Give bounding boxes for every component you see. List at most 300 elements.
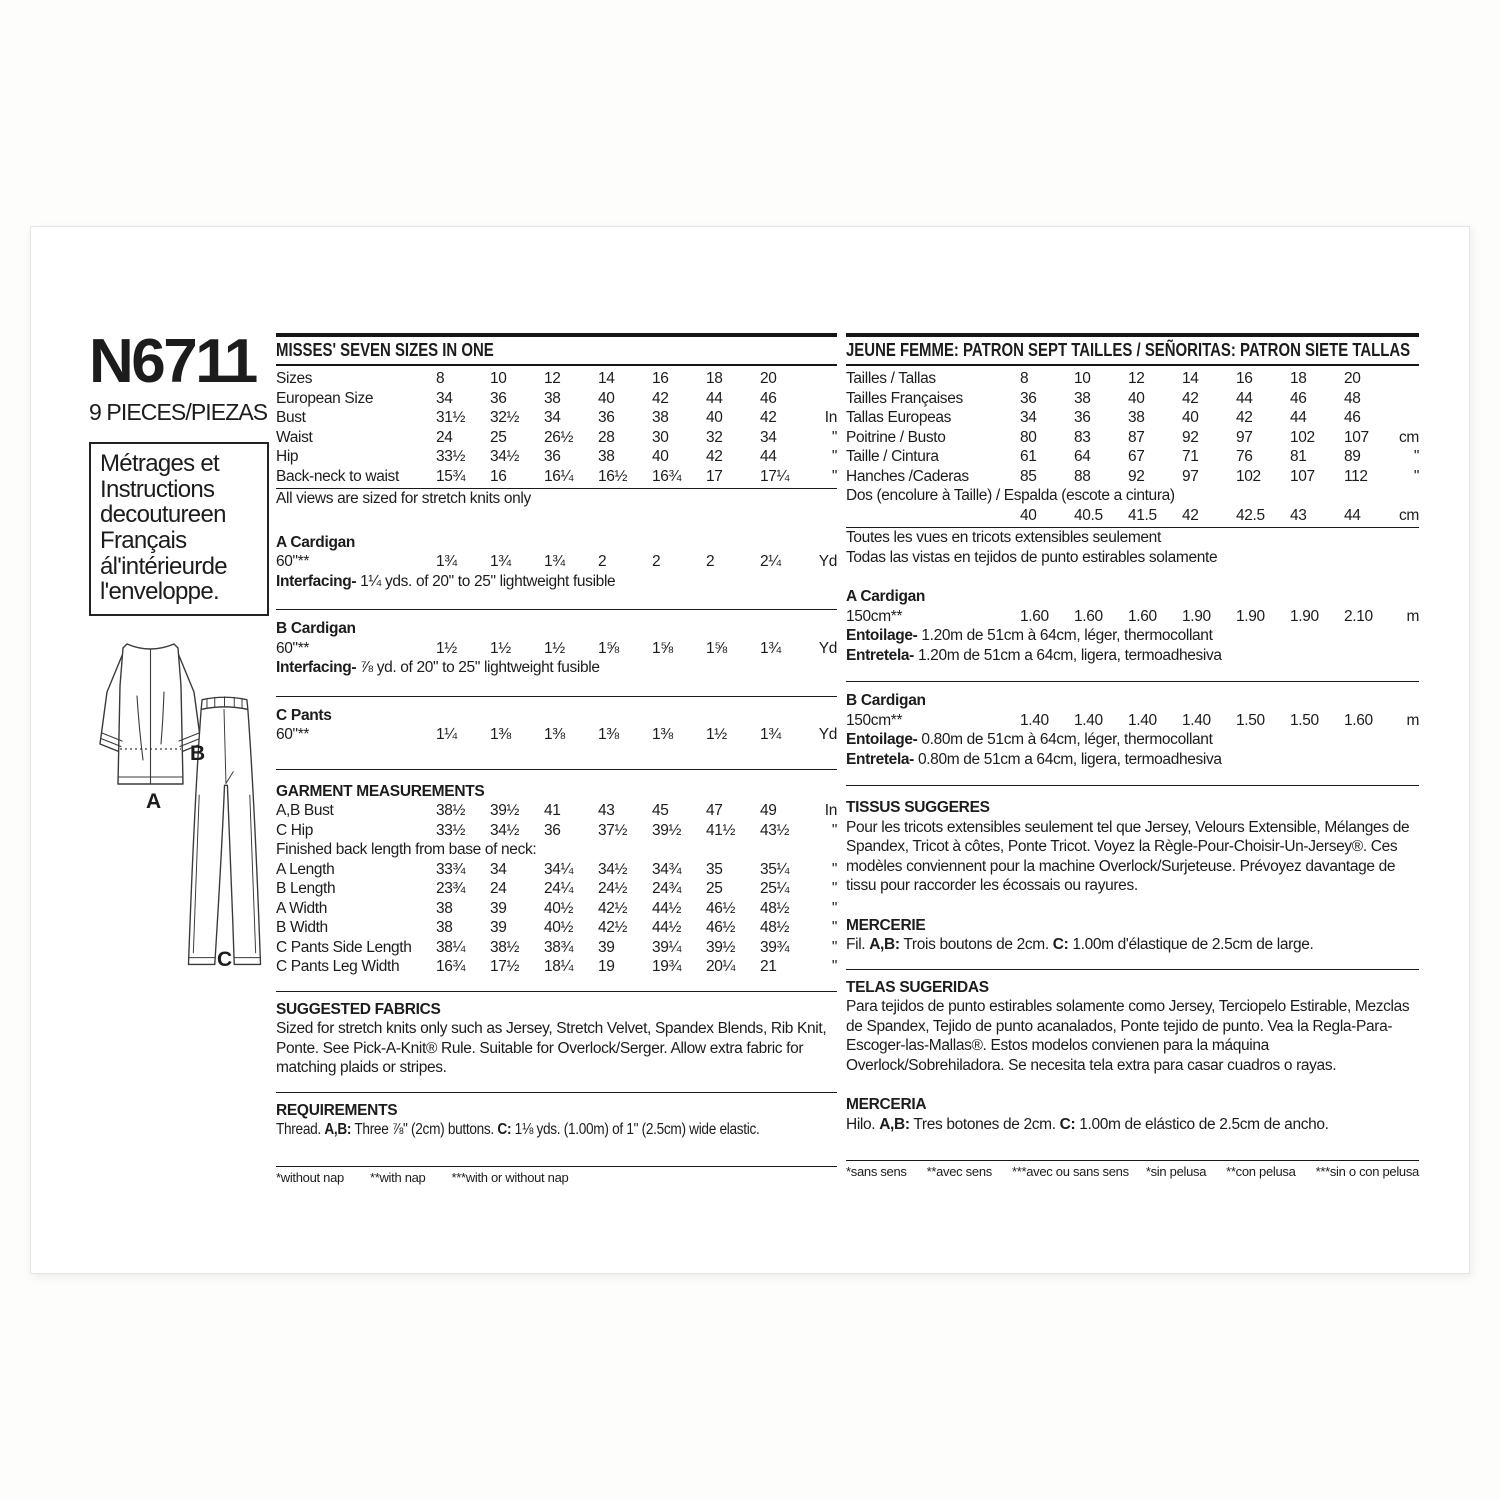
row-label: C Pants Side Length — [276, 938, 412, 956]
tissus-title: TISSUS SUGGERES — [846, 799, 990, 816]
divider — [846, 681, 1419, 682]
row-value: 39¾ — [760, 938, 790, 956]
row-value: 46 — [1290, 389, 1307, 407]
row-unit: " — [831, 821, 837, 839]
row-value: 81 — [1290, 448, 1307, 465]
row-value: 14 — [598, 370, 615, 387]
row-unit — [1398, 389, 1419, 409]
row-unit: " — [831, 880, 837, 897]
row-value: 97 — [1236, 428, 1253, 446]
row-value: 39½ — [490, 802, 520, 819]
row-value: 102 — [1290, 428, 1315, 446]
row-value: 38 — [436, 899, 453, 917]
row-value: 67 — [1128, 448, 1145, 465]
row-value: 31½ — [436, 409, 466, 426]
row-value: 1.50 — [1236, 711, 1265, 729]
table-row — [276, 467, 837, 487]
row-value: 38 — [1128, 409, 1145, 426]
requirements-title: REQUIREMENTS — [276, 1101, 398, 1119]
row-value: 1⅝ — [652, 639, 673, 657]
row-value: 46½ — [706, 919, 736, 936]
divider — [276, 609, 837, 610]
table-row — [846, 389, 1419, 409]
footnote: ***with or without nap — [451, 1169, 569, 1185]
row-value: 1⅜ — [598, 726, 619, 743]
row-value: 48 — [1344, 389, 1361, 407]
divider — [846, 785, 1419, 786]
french-note-line: decoutureen — [100, 501, 226, 529]
english-column — [276, 333, 837, 1185]
row-value: 16¾ — [436, 958, 466, 975]
row-value: 36 — [598, 409, 615, 426]
row-value: 39 — [490, 919, 507, 936]
row-value: 34 — [1020, 409, 1037, 426]
interfacing-label: Interfacing- — [276, 572, 357, 590]
view-name: C Pants — [276, 706, 332, 724]
table-row — [846, 447, 1419, 467]
yardage-table — [846, 607, 1419, 627]
table-row — [276, 725, 837, 745]
row-value: 18¼ — [544, 958, 574, 975]
tissus-suggeres — [846, 798, 1419, 896]
mercerie-views: A,B: — [869, 936, 900, 953]
merceria-part: Tres botones de 2cm. — [909, 1115, 1060, 1133]
row-value: 1.50 — [1290, 711, 1319, 729]
merceria-text — [846, 1115, 1419, 1135]
french-note-line: Métrages et — [100, 450, 220, 478]
row-value: 48½ — [760, 919, 790, 936]
table-row — [276, 860, 837, 880]
row-label: B Length — [276, 880, 336, 897]
requirements-text — [276, 1120, 837, 1140]
row-value: 19¾ — [652, 958, 682, 975]
row-value: 44 — [1290, 409, 1307, 426]
requirements-part: 1⅛ yds. (1.00m) of 1" (2.5cm) wide elastic. — [511, 1121, 760, 1138]
row-value: 14 — [1182, 370, 1199, 387]
row-label: 150cm** — [846, 607, 903, 625]
table-row — [276, 447, 837, 467]
row-value: 16 — [490, 467, 507, 485]
row-value: 42 — [760, 409, 777, 426]
row-value: 43 — [598, 802, 615, 819]
instruction-card — [30, 226, 1470, 1274]
divider — [276, 991, 837, 992]
row-value: 1½ — [490, 639, 511, 657]
row-value: 17¼ — [760, 467, 790, 485]
row-value: 28 — [598, 428, 615, 446]
table-row — [276, 899, 837, 919]
row-value: 47 — [706, 802, 723, 819]
entoilage-note — [846, 626, 1419, 646]
row-value: 40 — [1128, 389, 1145, 407]
pieces-count: 9 PIECES/PIEZAS — [89, 399, 268, 426]
row-value: 49 — [760, 802, 777, 819]
row-value: 23¾ — [436, 880, 466, 897]
table-row — [846, 467, 1419, 487]
row-value: 45 — [652, 802, 669, 819]
merceria-views: C: — [1059, 1115, 1076, 1133]
footnote: ***avec ou sans sens — [1011, 1164, 1129, 1179]
merceria-part: Hilo. — [846, 1115, 880, 1133]
row-value: 1.60 — [1344, 711, 1373, 729]
row-value: 1¾ — [490, 553, 511, 570]
row-value: 1¾ — [436, 553, 457, 570]
row-value: 44 — [760, 448, 777, 465]
view-label-a: A — [146, 790, 162, 814]
row-value: 39 — [598, 938, 615, 956]
suggested-fabrics-title: SUGGESTED FABRICS — [276, 1000, 441, 1018]
row-unit: In — [824, 409, 837, 426]
footnote: **con pelusa — [1226, 1164, 1296, 1179]
mercerie-text — [846, 935, 1419, 955]
footnote: **with nap — [369, 1169, 426, 1185]
row-value: 1.60 — [1020, 607, 1049, 625]
row-value: 35¼ — [760, 860, 790, 878]
garment-measurements-table — [276, 801, 837, 977]
row-value: 20¼ — [706, 958, 736, 975]
row-value: 39½ — [706, 938, 736, 956]
row-value: 1.60 — [1074, 607, 1103, 625]
requirements-part: Thread. — [276, 1121, 325, 1138]
row-value: 36 — [1074, 409, 1091, 426]
row-value: 16¾ — [652, 467, 682, 485]
row-value: 24½ — [598, 880, 628, 897]
divider — [276, 1092, 837, 1093]
footnotes-en — [276, 1166, 837, 1185]
table-row — [846, 408, 1419, 428]
table-row — [276, 938, 837, 958]
row-value: 38½ — [436, 802, 466, 819]
row-value: 97 — [1182, 467, 1199, 485]
row-value: 36 — [544, 821, 561, 839]
view-name: A Cardigan — [846, 588, 926, 605]
table-row — [276, 389, 837, 409]
row-label — [846, 506, 1020, 526]
interfacing-note — [276, 658, 837, 678]
table-row — [276, 801, 837, 821]
row-value: 1⅜ — [490, 726, 511, 743]
row-value: 38 — [544, 389, 561, 407]
interfacing-label: Interfacing- — [276, 659, 357, 676]
row-value: 46 — [760, 389, 777, 407]
row-value: 88 — [1074, 467, 1091, 485]
row-unit: " — [831, 860, 837, 878]
row-value: 1.90 — [1290, 607, 1319, 625]
row-value: 38½ — [490, 938, 520, 956]
suggested-fabrics — [276, 1000, 837, 1078]
multilingual-column — [846, 333, 1419, 1179]
row-value: 1½ — [544, 639, 565, 657]
yardage-table — [276, 639, 837, 659]
entoilage-text: 1.20m de 51cm à 64cm, léger, thermocollant — [917, 627, 1213, 644]
row-unit: " — [831, 467, 837, 485]
table-row — [846, 486, 1419, 506]
row-value: 17 — [706, 467, 723, 485]
table-row — [846, 369, 1419, 389]
view-name: B Cardigan — [846, 692, 926, 709]
row-value: 2 — [652, 553, 661, 570]
row-label: Sizes — [276, 370, 313, 387]
requirements-views: A,B: — [324, 1121, 352, 1138]
row-label: Bust — [276, 409, 306, 426]
divider — [276, 696, 837, 697]
row-unit: " — [831, 958, 837, 975]
yardage-a-cardigan-ml — [846, 587, 1419, 665]
requirements-part: Three ⅞" (2cm) buttons. — [351, 1121, 498, 1138]
row-value: 34 — [436, 389, 453, 407]
row-unit: " — [1413, 467, 1419, 485]
row-unit — [1398, 369, 1419, 389]
row-value: 40 — [652, 448, 669, 465]
row-value: 40 — [706, 409, 723, 426]
row-label: 150cm** — [846, 711, 903, 729]
mercerie-title: MERCERIE — [846, 916, 926, 934]
row-value: 76 — [1236, 448, 1253, 465]
row-value: 44 — [1236, 389, 1253, 407]
telas-title: TELAS SUGERIDAS — [846, 978, 989, 996]
row-unit: cm — [1399, 428, 1419, 446]
stretch-knits-note: All views are sized for stretch knits only — [276, 490, 531, 507]
row-value: 42 — [706, 448, 723, 465]
table-subheading: Dos (encolure à Taille) / Espalda (escote a cintura) — [846, 487, 1175, 504]
table-row — [276, 957, 837, 977]
french-note-box — [89, 442, 269, 616]
row-value: 34½ — [490, 448, 520, 465]
row-unit: m — [1406, 607, 1419, 625]
row-value: 12 — [544, 370, 561, 387]
divider — [276, 364, 837, 366]
row-value: 40½ — [544, 919, 574, 936]
row-value: 44½ — [652, 899, 682, 917]
row-value: 34 — [544, 409, 561, 426]
row-value: 40.5 — [1074, 506, 1103, 524]
row-value: 20 — [760, 370, 777, 387]
row-value: 34½ — [490, 821, 520, 839]
row-value: 41.5 — [1128, 506, 1157, 524]
french-note-line: Instructions — [100, 475, 215, 503]
english-title-text: MISSES' SEVEN SIZES IN ONE — [276, 340, 494, 360]
table-row — [276, 369, 837, 389]
row-value: 25 — [490, 428, 507, 446]
row-value: 30 — [652, 428, 669, 446]
row-value: 32½ — [490, 409, 520, 426]
yardage-a-cardigan — [276, 533, 837, 592]
row-value: 34½ — [598, 860, 628, 878]
view-name: B Cardigan — [276, 620, 356, 637]
row-value: 42½ — [598, 919, 628, 936]
row-value: 1.40 — [1074, 711, 1103, 729]
footnote: *without nap — [276, 1169, 344, 1185]
row-value: 71 — [1182, 448, 1199, 465]
row-value: 2 — [706, 553, 715, 570]
row-value: 48½ — [760, 899, 790, 917]
row-value: 24 — [490, 880, 507, 897]
row-label: Taille / Cintura — [846, 448, 939, 465]
telas-sugeridas — [846, 978, 1419, 1076]
tissus-text: Pour les tricots extensibles seulement tel que Jersey, Velours Extensible, Mélanges de Spandex, Tricot à côtes, Ponte Tricot. Voyez la Règle-Pour-Choisir-Un-Jersey®. Ces modèles conviennent pour la machine Overlock/Surjeteuse. Prévoyez davantage de tissu pour raccorder les écossais ou rayures. — [846, 818, 1410, 894]
row-unit: " — [831, 899, 837, 917]
row-value: 20 — [1344, 370, 1361, 387]
row-value: 42 — [652, 389, 669, 407]
divider — [276, 769, 837, 770]
row-value: 16¼ — [544, 467, 574, 485]
row-value: 43½ — [760, 821, 790, 839]
table-row — [276, 840, 837, 860]
multilingual-title — [846, 337, 1419, 364]
row-value: 38 — [436, 919, 453, 936]
row-value: 17½ — [490, 958, 520, 975]
row-value: 18 — [706, 370, 723, 387]
row-unit: In — [824, 802, 837, 819]
row-value: 44½ — [652, 919, 682, 936]
row-value: 1½ — [436, 639, 457, 657]
row-value: 40 — [1182, 409, 1199, 426]
row-value: 38 — [1074, 389, 1091, 407]
requirements — [276, 1101, 837, 1140]
row-value: 46½ — [706, 899, 736, 917]
row-value: 40 — [1020, 506, 1037, 524]
row-value: 38¾ — [544, 938, 574, 956]
table-row — [276, 552, 837, 572]
row-value: 107 — [1290, 467, 1315, 485]
footnote: ***sin o con pelusa — [1315, 1164, 1419, 1179]
row-value: 39 — [490, 899, 507, 917]
yardage-table — [276, 552, 837, 572]
table-row — [846, 711, 1419, 731]
divider — [846, 969, 1419, 970]
row-unit: " — [831, 428, 837, 446]
row-value: 34¼ — [544, 860, 574, 878]
row-label: Tailles Françaises — [846, 389, 963, 407]
row-value: 1⅜ — [544, 726, 565, 743]
row-label: 60"** — [276, 726, 310, 743]
pants-back-illustration — [185, 688, 264, 980]
row-value: 1.40 — [1128, 711, 1157, 729]
table-row — [276, 639, 837, 659]
row-unit: Yd — [818, 639, 837, 657]
row-label: 60"** — [276, 639, 310, 657]
row-unit: Yd — [818, 726, 837, 743]
row-label: Poitrine / Busto — [846, 428, 946, 446]
row-value: 15¾ — [436, 467, 466, 485]
size-table-en — [276, 369, 837, 486]
row-value: 1¾ — [760, 639, 781, 657]
row-value: 41½ — [706, 821, 736, 839]
table-row — [276, 879, 837, 899]
yardage-c-pants — [276, 706, 837, 745]
merceria — [846, 1095, 1419, 1134]
row-unit — [1398, 408, 1419, 428]
entretela-text: 1.20m de 51cm a 64cm, ligera, termoadhesiva — [914, 646, 1222, 664]
interfacing-text: 1¼ yds. of 20" to 25" lightweight fusible — [356, 572, 616, 590]
row-value: 42 — [1182, 389, 1199, 407]
entretela-note — [846, 646, 1419, 666]
row-value: 34 — [760, 428, 777, 446]
row-value: 107 — [1344, 428, 1369, 446]
row-value: 42 — [1182, 506, 1199, 524]
row-value: 40 — [598, 389, 615, 407]
entoilage-text: 0.80m de 51cm à 64cm, léger, thermocollant — [917, 731, 1213, 748]
footnote: **avec sens — [926, 1164, 992, 1179]
entretela-label: Entretela- — [846, 750, 914, 768]
row-unit: Yd — [818, 553, 837, 570]
row-value: 16 — [1236, 370, 1253, 387]
telas-text: Para tejidos de punto estirables solamente como Jersey, Terciopelo Estirable, Mezclas de Spandex, Tejido de punto acanalados, Ponte tejido de punto. Vea la Regla-Para-Escoger-las-Mallas®. Estos modelos convienen para la máquina Overlock/Sobrehiladora. Se necesita tela extra para casar cuadros o rayas. — [846, 998, 1410, 1074]
row-value: 40½ — [544, 899, 574, 917]
mercerie-part: Trois boutons de 2cm. — [899, 936, 1053, 953]
row-value: 10 — [490, 370, 507, 387]
table-row — [846, 607, 1419, 627]
entretela-text: 0.80m de 51cm a 64cm, ligera, termoadhesiva — [914, 750, 1222, 768]
row-value: 1⅜ — [652, 726, 673, 743]
yardage-table — [276, 725, 837, 745]
footnote: *sin pelusa — [1145, 1164, 1207, 1179]
row-value: 42 — [1236, 409, 1253, 426]
row-value: 1.60 — [1128, 607, 1157, 625]
mercerie-part: Fil. — [846, 936, 870, 953]
multilingual-title-text: JEUNE FEMME: PATRON SEPT TAILLES / SEÑORITAS: PATRON SIETE TALLAS — [846, 340, 1411, 360]
row-value: 46 — [1344, 409, 1361, 426]
row-value: 42½ — [598, 899, 628, 917]
row-value: 38 — [598, 448, 615, 465]
size-table-ml — [846, 369, 1419, 525]
row-label: European Size — [276, 389, 374, 407]
row-value: 1⅝ — [598, 639, 619, 657]
row-unit — [814, 369, 837, 389]
row-value: 33½ — [436, 448, 466, 465]
entoilage-label: Entoilage- — [846, 731, 918, 748]
row-value: 37½ — [598, 821, 628, 839]
row-value: 1¼ — [436, 726, 457, 743]
row-value: 36 — [544, 448, 561, 465]
garment-measurements — [276, 782, 837, 977]
english-title — [276, 337, 837, 364]
row-value: 92 — [1182, 428, 1199, 446]
row-value: 44 — [706, 389, 723, 407]
row-value: 1⅝ — [706, 639, 727, 657]
row-value: 2¼ — [760, 553, 781, 570]
row-label: 60"** — [276, 553, 310, 570]
row-value: 1.90 — [1236, 607, 1265, 625]
table-row — [276, 408, 837, 428]
suggested-fabrics-text: Sized for stretch knits only such as Jersey, Stretch Velvet, Spandex Blends, Rib Knit, Ponte. See Pick-A-Knit® Rule. Suitable for Overlock/Serger. Allow extra fabric for matching plaids or stripes. — [276, 1020, 827, 1076]
table-row — [846, 506, 1419, 526]
french-note-line: ál'intérieurde — [100, 552, 227, 580]
garment-measurements-title: GARMENT MEASUREMENTS — [276, 782, 485, 800]
row-value: 38 — [652, 409, 669, 426]
row-value: 26½ — [544, 428, 574, 446]
row-value: 43 — [1290, 506, 1307, 524]
row-value: 87 — [1128, 428, 1145, 446]
row-value: 112 — [1344, 467, 1368, 485]
row-label: A Length — [276, 860, 335, 878]
row-value: 35 — [706, 860, 723, 878]
row-value: 25 — [706, 880, 723, 897]
stretch-knits-note-fr: Toutes les vues en tricots extensibles seulement — [846, 529, 1161, 546]
footnotes-ml — [846, 1160, 1419, 1179]
french-note-line: l'enveloppe. — [100, 578, 219, 606]
row-value: 64 — [1074, 448, 1091, 465]
divider — [846, 364, 1419, 366]
table-row — [276, 918, 837, 938]
row-value: 33¾ — [436, 860, 466, 878]
merceria-title: MERCERIA — [846, 1096, 927, 1113]
interfacing-text: ⅞ yd. of 20" to 25" lightweight fusible — [356, 659, 600, 676]
stretch-knits-note-es: Todas las vistas en tejidos de punto estirables solamente — [846, 548, 1218, 566]
row-value: 12 — [1128, 370, 1145, 387]
row-value: 44 — [1344, 506, 1361, 524]
view-label-b: B — [190, 742, 206, 766]
